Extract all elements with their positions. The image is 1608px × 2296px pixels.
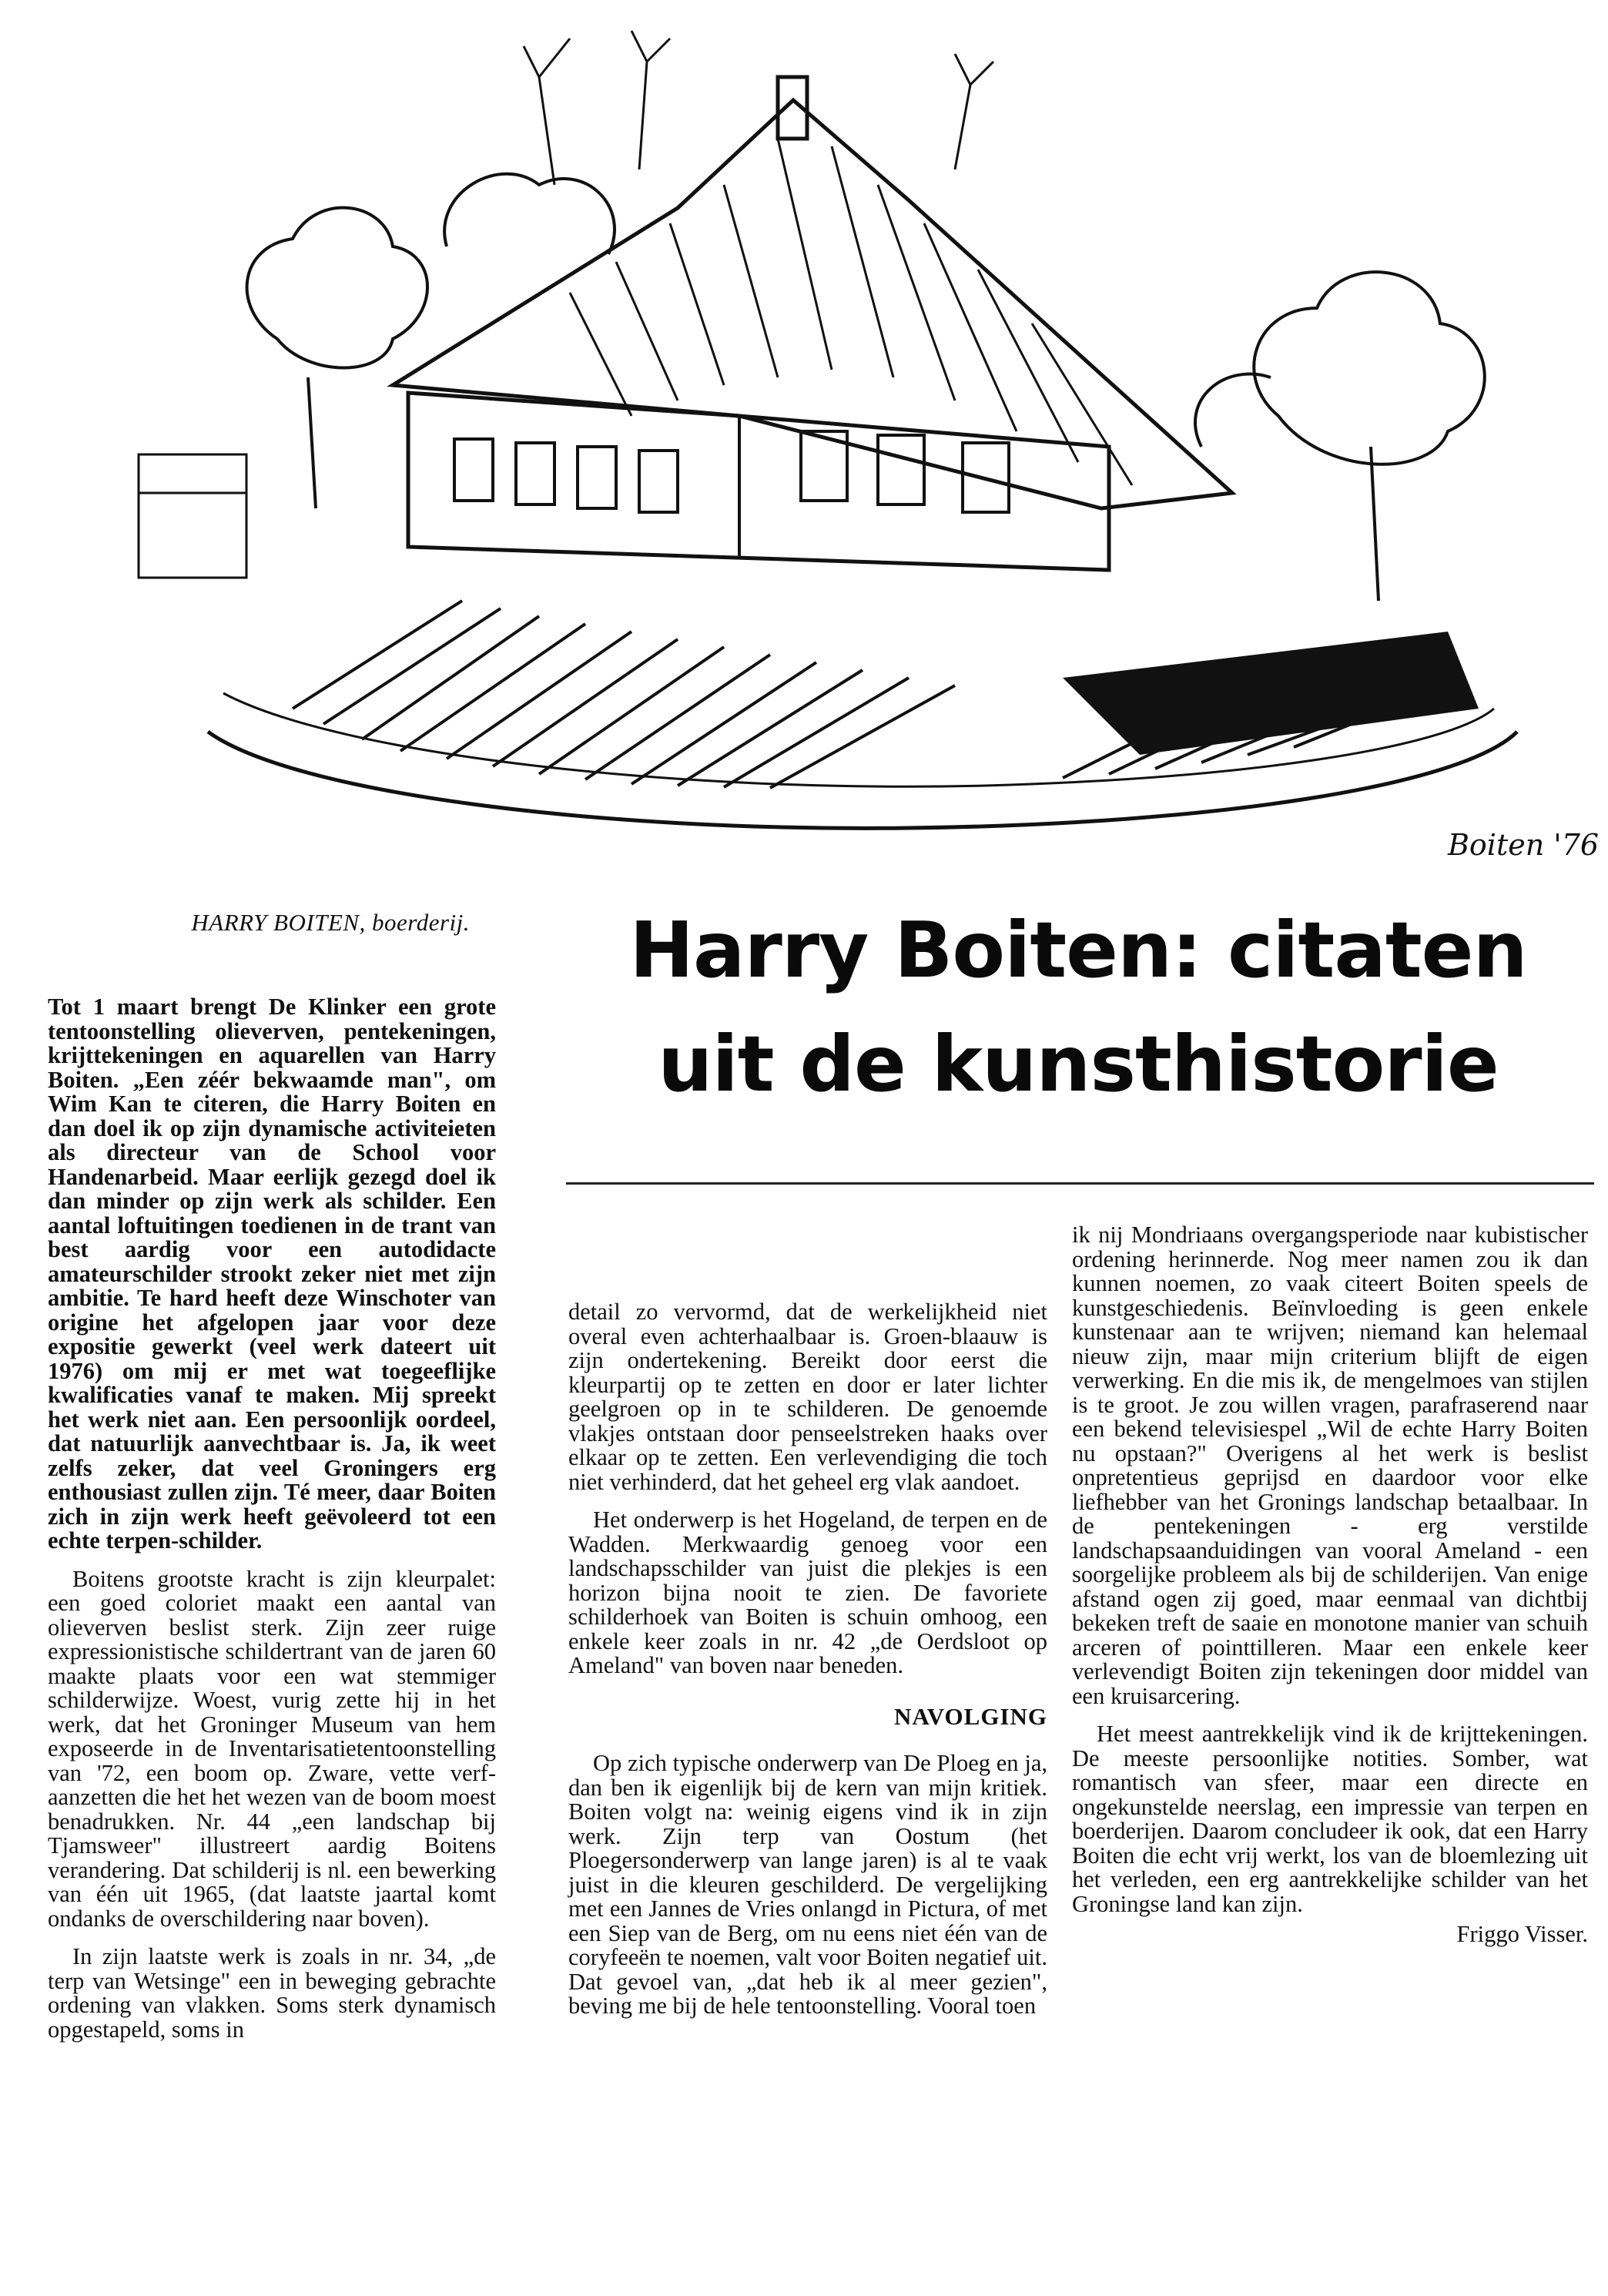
paragraph: In zijn laatste werk is zoals in nr. 34, „de terp van Wetsinge" een in beweging gebrachte ordening van vlakken. Soms sterk dynamisch opgestapeld, soms in <box>48 1943 496 2043</box>
headline-line-2: uit de kunsthistorie <box>658 1019 1499 1109</box>
paragraph: Het meest aantrekkelijk vind ik de krijttekeningen. De meeste persoonlijke notities. Somber, wat romantisch van sfeer, maar een directe en ongekunstelde neerslag, een impressie van terpen en boerderijen. Daarom concludeer ik ook, dat een Harry Boiten die echt vrij werkt, los van de bloemlezing uit het verleden, een erg aantrekkelijke schilder van het Groningse land kan zijn. <box>1072 1721 1588 1917</box>
paragraph: Op zich typische onderwerp van De Ploeg en ja, dan ben ik eigenlijk bij de kern van mijn kritiek. Boiten volgt na: weinig eigens vind ik in zijn werk. Zijn terp van Oostum (het Ploegersonderwerp van lange jaren) is al te vaak juist in die kleuren geschilderd. De vergelijking met een Jannes de Vries onlangd in Pictura, of met een Siep van de Berg, om nu eens niet één van de coryfeeën te noemen, valt voor Boiten negatief uit. Dat gevoel van, „dat heb ik al meer gezien", beving me bij de hele tentoonstelling. Vooral toen <box>568 1750 1047 2019</box>
paragraph: Boitens grootste kracht is zijn kleurpalet: een goed coloriet maakt een aantal van olieverven beslist sterk. Zijn zeer ruige expressionistische schildertrant van de jaren 60 maakte plaats voor een wat stemmiger schilderwijze. Woest, vurig zette hij in het werk, dat het Groninger Museum van hem exposeerde in de Inventarisatietentoonstelling van '72, een boom op. Zware, vette verf-aanzetten die het het wezen van de boom moest benadrukken. Nr. 44 „een landschap bij Tjamsweer" illustreert aardig Boitens verandering. Dat schilderij is nl. een bewerking van één uit 1965, (dat laatste jaartal komt ondanks de overschildering naar boven). <box>48 1565 496 1932</box>
headline-rule <box>566 1182 1594 1185</box>
lead-paragraph: Tot 1 maart brengt De Klinker een grote tentoonstelling olieverven, pentekeningen, krijttekeningen en aquarellen van Harry Boiten. „Een zéér bekwaamde man", om Wim Kan te citeren, die Harry Boiten en dan doel ik op zijn dynamische activiteieten als directeur van de School voor Handenarbeid. Maar eerlijk gezegd doel ik dan minder op zijn werk als schilder. Een aantal loftuitingen toedienen in de trant van best aardig voor een autodidacte amateurschilder strookt zeker niet met zijn ambitie. Te hard heeft deze Winschoter van origine het afgelopen jaar voor deze expositie gewerkt (veel werk dateert uit 1976) om mij er met wat toegeeflijke kwalificaties vanaf te maken. Mij spreekt het werk niet aan. Een persoonlijk oordeel, dat natuurlijk aanvechtbaar is. Ja, ik weet zelfs zeker, dat veel Groningers erg enthousiast zullen zijn. Té meer, daar Boiten zich in zijn werk heeft geëvoleerd tot een echte terpen-schilder. <box>48 994 496 1554</box>
author-byline: Friggo Visser. <box>1456 1921 1588 1947</box>
farmhouse-illustration <box>139 15 1600 878</box>
article-column-3 <box>1072 1223 1588 1947</box>
image-caption: HARRY BOITEN, boerderij. <box>191 909 470 936</box>
paragraph: detail zo vervormd, dat de werkelijkheid niet overal even achterhaalbaar is. Groen-blaauw is zijn ondertekening. Bereikt door eerst die kleurpartij op te zetten en door er later lichter geelgroen op in te schilderen. De genoemde vlakjes ontstaan door penseelstreken haaks over elkaar op te zetten. Een verlevendiging die toch niet verhinderd, dat het geheel erg vlak aandoet. <box>568 1299 1047 1495</box>
artist-signature: Boiten '76 <box>1448 828 1600 862</box>
subheading: NAVOLGING <box>893 1702 1047 1730</box>
paragraph: Het onderwerp is het Hogeland, de terpen en de Wadden. Merkwaardig genoeg voor een landschapsschilder van juist die plekjes is een horizon bijna nooit te zien. De favoriete schilderhoek van Boiten is schuin omhoog, een enkele keer zoals in nr. 42 „de Oerdsloot op Ameland" van boven naar beneden. <box>568 1507 1047 1678</box>
headline <box>570 893 1586 1121</box>
article-column-1 <box>48 995 496 2042</box>
article-column-2 <box>568 1300 1047 2019</box>
headline-line-1: Harry Boiten: citaten <box>629 905 1527 995</box>
paragraph: ik nij Mondriaans overgangsperiode naar kubistischer ordening herinnerde. Nog meer namen zou ik dan kunnen noemen, zo vaak citeert Boiten speels de kunstgeschiedenis. Beïnvloeding is geen enkele kunstenaar aan te wrijven; niemand kan helemaal nieuw zijn, maar mijn criterium blijft de eigen verwerking. En die mis ik, de mengelmoes van stijlen is te groot. Je zou willen vragen, parafraserend naar een bekend televisiespel „Wil de echte Harry Boiten nu opstaan?" Overigens al het werk is beslist onpretentieus geprijsd en daardoor voor elke liefhebber van het Gronings landschap betaalbaar. In de pentekeningen - erg verstilde landschapsaanduidingen van vooral Ameland - een soorgelijke probleem als bij de schilderijen. Van enige afstand ogen zij goed, maar eenmaal van dichtbij bekeken treft de saaie en monotone manier van schuih arceren of pointtilleren. Maar een enkele keer verlevendigt Boiten zijn tekeningen door middel van een kruisarcering. <box>1072 1222 1588 1709</box>
